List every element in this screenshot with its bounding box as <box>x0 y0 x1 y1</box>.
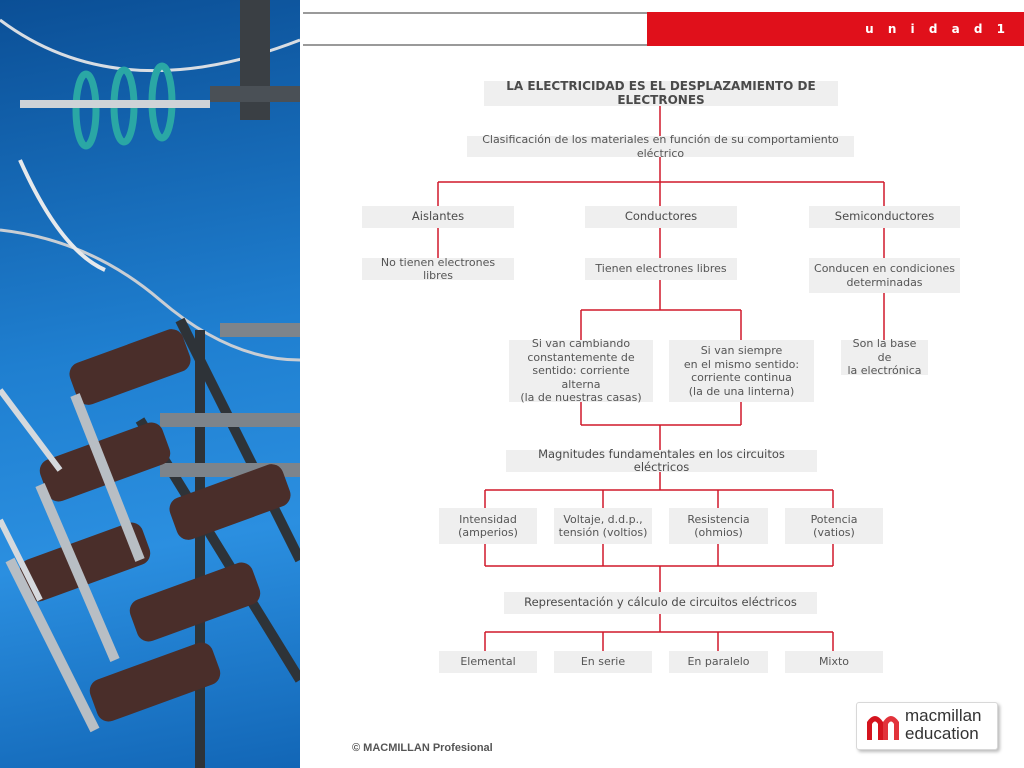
material-semiconductores: Semiconductores <box>809 206 960 228</box>
unit-label: u n i d a d 1 <box>865 22 1010 36</box>
macmillan-mark-icon <box>865 710 903 742</box>
logo-line-education: education <box>905 724 979 743</box>
conductores-description: Tienen electrones libres <box>585 258 737 280</box>
direct-current-box: Si van siempre en el mismo sentido: corriente continua (la de una linterna) <box>669 340 814 402</box>
circuit-mixto: Mixto <box>785 651 883 673</box>
classification-box: Clasificación de los materiales en función de su comportamiento eléctrico <box>467 136 854 157</box>
diagram-title: LA ELECTRICIDAD ES EL DESPLAZAMIENTO DE ELECTRONES <box>484 81 838 106</box>
aislantes-description: No tienen electrones libres <box>362 258 514 280</box>
magnitudes-title: Magnitudes fundamentales en los circuitos eléctricos <box>506 450 817 472</box>
magnitude-potencia: Potencia (vatios) <box>785 508 883 544</box>
magnitude-resistencia: Resistencia (ohmios) <box>669 508 768 544</box>
copyright-text: © MACMILLAN Profesional <box>352 742 493 754</box>
macmillan-logo <box>856 702 998 750</box>
circuit-elemental: Elemental <box>439 651 537 673</box>
material-aislantes: Aislantes <box>362 206 514 228</box>
circuit-en-serie: En serie <box>554 651 652 673</box>
magnitude-intensidad: Intensidad (amperios) <box>439 508 537 544</box>
material-conductores: Conductores <box>585 206 737 228</box>
magnitude-voltaje: Voltaje, d.d.p., tensión (voltios) <box>554 508 652 544</box>
representation-title: Representación y cálculo de circuitos eléctricos <box>504 592 817 614</box>
alternating-current-box: Si van cambiando constantemente de sentido: corriente alterna (la de nuestras casas) <box>509 340 653 402</box>
semiconductor-note: Son la base de la electrónica <box>841 340 928 375</box>
semiconductores-description: Conducen en condiciones determinadas <box>809 258 960 293</box>
logo-line-macmillan: macmillan <box>905 706 982 725</box>
circuit-en-paralelo: En paralelo <box>669 651 768 673</box>
